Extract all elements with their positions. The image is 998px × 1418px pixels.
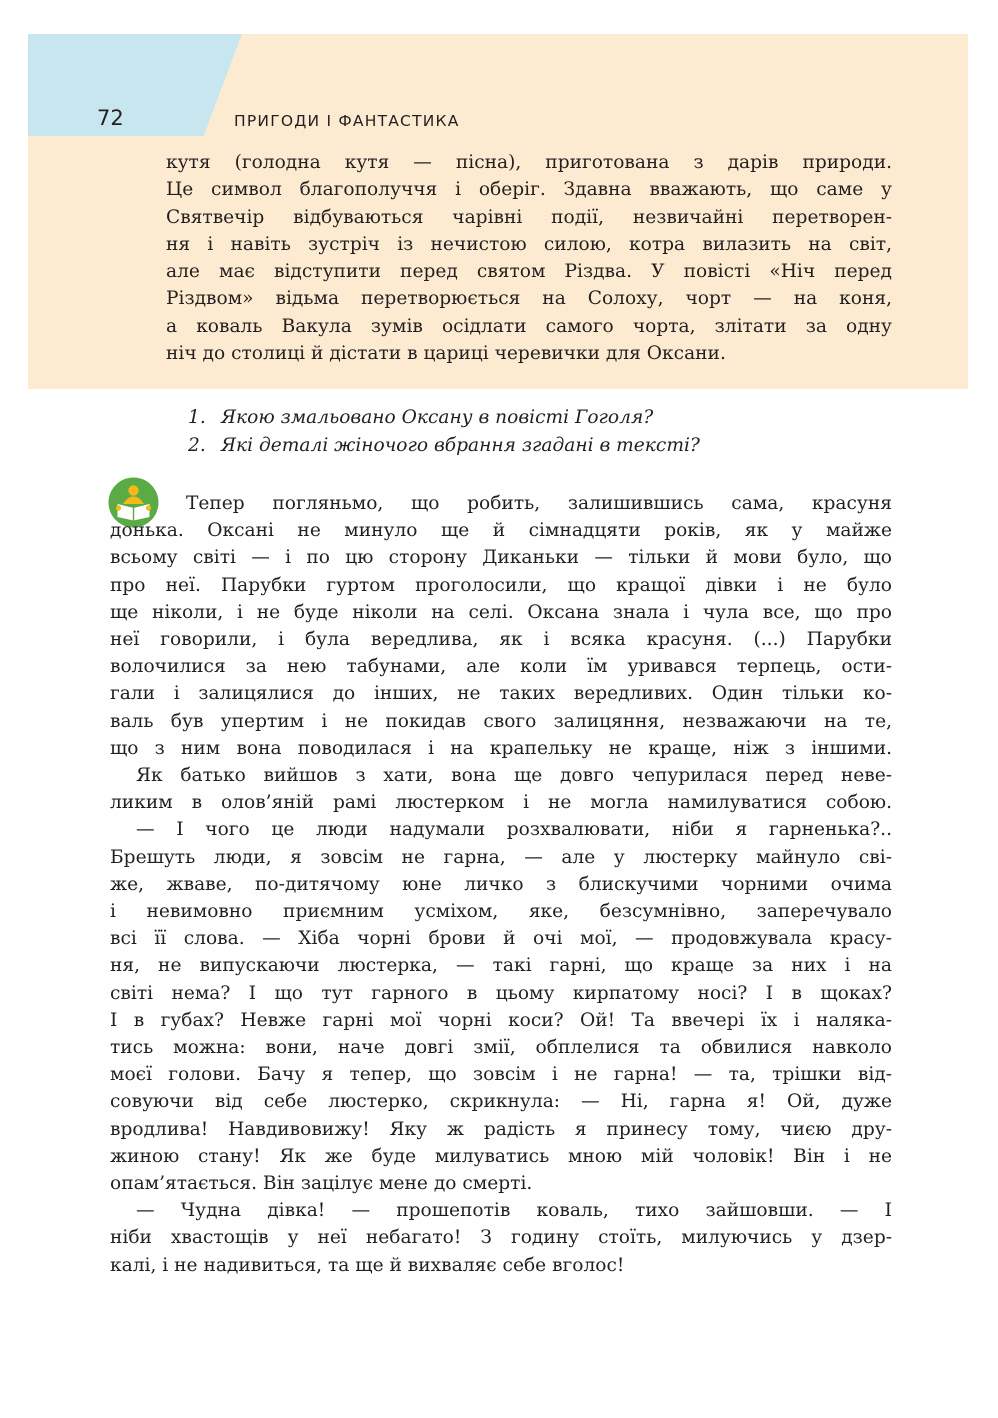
info-line: ня і навіть зустріч із нечистою силою, котра вилазить на світ, [166,233,892,255]
info-line: ніч до столиці й дістати в цариці черевички для Оксани. [166,343,726,365]
text-line: ня, не випускаючи люстерка, — такі гарні, що краще за них і на [110,955,892,977]
text-line: жиною стану! Як же буде милуватись мною мій чоловік! Він і не [110,1145,892,1167]
info-line: кутя (голодна кутя — пісна), приготована з дарів природи. [166,152,892,173]
text-line: про неї. Парубки гуртом проголосили, що кращої дівки і не було [110,574,892,596]
info-line: Різдвом» відьма перетворюється на Солоху, чорт — на коня, [166,288,892,310]
text-line: Брешуть люди, я зовсім не гарна, — але у люстерку майнуло сві- [110,846,892,868]
text-line: всі її слова. — Хіба чорні брови й очі мої, — продовжувала красу- [110,928,892,950]
info-line: Це символ благополуччя і оберіг. Здавна вважають, що саме у [166,179,892,201]
text-line: опам’ятається. Він зацілує мене до смерті. [110,1173,533,1195]
text-line: вродлива! Навдивовижу! Яку ж радість я принесу тому, чиєю дру- [110,1118,892,1140]
text-line: валь був упертим і не покидав свого залицяння, незважаючи на те, [110,710,892,732]
info-line: Святвечір відбуваються чарівні події, незвичайні перетворен- [166,206,892,228]
text-line: Як батько вийшов з хати, вона ще довго чепурилася перед неве- [136,765,892,787]
text-line: — І чого це люди надумали розхвалювати, ніби я гарненька?.. [136,819,892,841]
questions-list [188,404,700,460]
text-line: ще ніколи, і не буде ніколи на селі. Оксана знала і чула все, що про [110,601,892,623]
page-number: 72 [97,106,124,130]
question-item [188,404,700,432]
story-text [110,490,892,1279]
question-number: 1. [188,407,206,428]
question-text: Які деталі жіночого вбрання згадані в тексті? [221,435,700,456]
text-line: — Чудна дівка! — прошепотів коваль, тихо зайшовши. — І [136,1200,892,1222]
text-line: же, жваве, по-дитячому юне личко з блискучими чорними очима [110,873,892,895]
text-line: донька. Оксані не минуло ще й сімнадцяти років, як у майже [110,520,892,542]
text-line: гали і залицялися до інших, не таких вередливих. Один тільки ко- [110,683,892,705]
text-line: совуючи від себе люстерко, скрикнула: — Ні, гарна я! Ой, дуже [110,1091,892,1113]
text-line: волочилися за нею табунами, але коли їм уривався терпець, ости- [110,656,892,678]
text-line: ніби хвастощів у неї небагато! З годину стоїть, милуючись у дзер- [110,1227,892,1249]
info-line: але має відступити перед святом Різдва. У повісті «Ніч перед [166,261,892,283]
question-text: Якою змальовано Оксану в повісті Гоголя? [221,407,654,428]
text-line: неї говорили, і була вередлива, як і всяка красуня. (...) Парубки [110,629,892,651]
text-line: ликим в олов’яній рамі люстерком і не могла намилуватися собою. [110,792,892,814]
text-line: І в губах? Невже гарні мої чорні коси? Ой! Та ввечері їх і наляка- [110,1009,892,1031]
text-line: світі нема? І що тут гарного в цьому кирпатому носі? І в щоках? [110,982,892,1004]
text-line: моєї голови. Бачу я тепер, що зовсім і не гарна! — та, трішки від- [110,1064,892,1086]
question-item [188,432,700,460]
text-line: Тепер погляньмо, що робить, залишившись сама, красуня [186,493,892,514]
section-title: ПРИГОДИ І ФАНТАСТИКА [234,112,460,130]
question-number: 2. [188,435,206,456]
text-line: і невимовно приємним усміхом, яке, безсумнівно, заперечувало [110,901,892,923]
text-line: калі, і не надивиться, та ще й вихваляє себе вголос! [110,1254,625,1276]
info-text [166,149,892,367]
text-line: тись можна: вони, наче довгі змії, обплелися та обвилися навколо [110,1037,892,1059]
text-line: всьому світі — і по цю сторону Диканьки — тільки й мови було, що [110,547,892,569]
text-line: що з ним вона поводилася і на крапельку не краще, ніж з іншими. [110,737,892,759]
info-line: а коваль Вакула зумів осідлати самого чорта, злітати за одну [166,315,892,337]
